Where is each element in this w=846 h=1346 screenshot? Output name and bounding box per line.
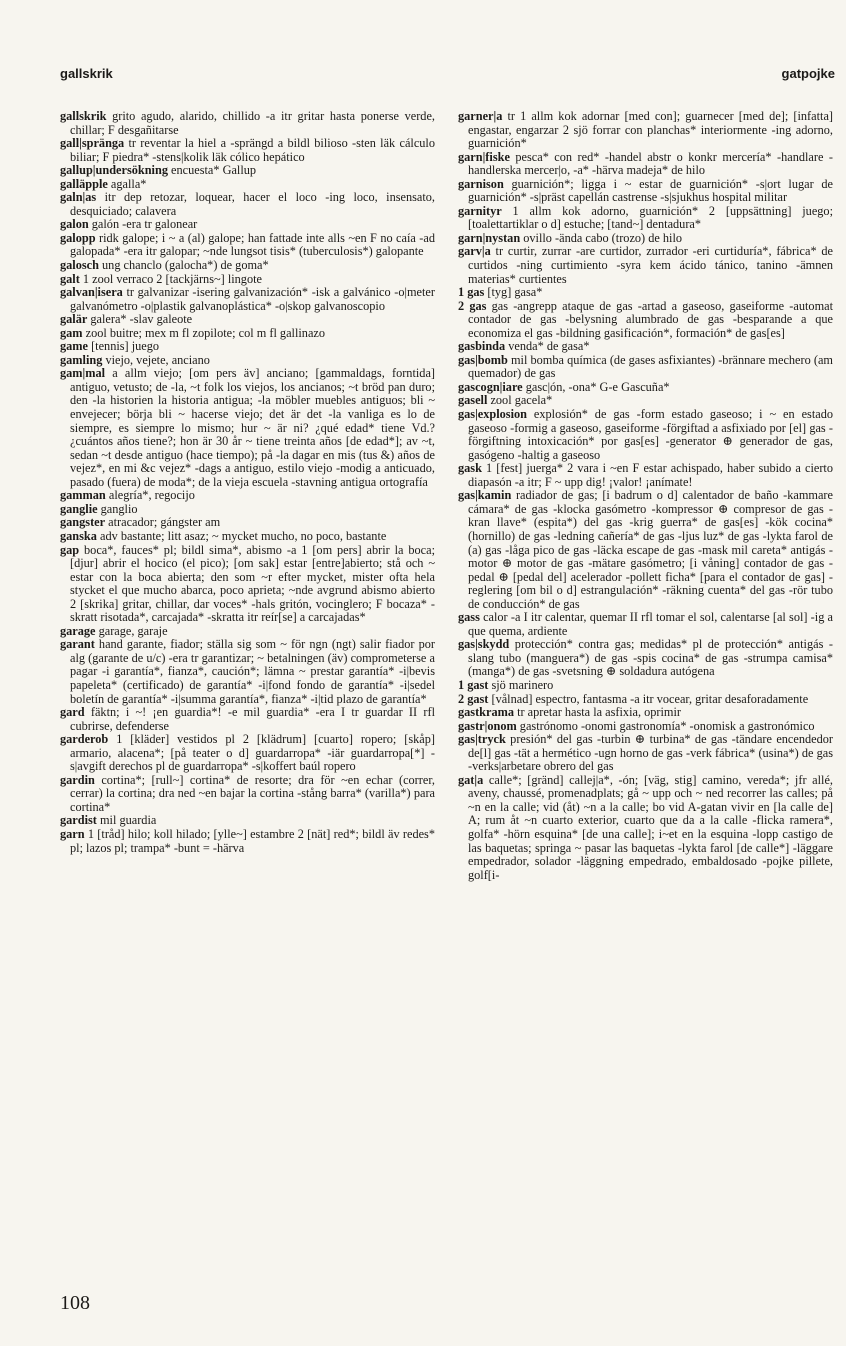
dictionary-entry: gat|a calle*; [gränd] callej|a*, -ón; [väg, stig] camino, vereda*; jfr allé, aveny, chaussé, promenadplats; gå ~ upp och ~ ned recorrer las calles; på ~n en la calle; vid (åt) ~n a la calle; bo vid A-gatan vivir en [la calle de] A; rum åt ~n cuarto exterior, cuarto que da a la calle -flicka ramera*, golfa* -hörn esquina* [de una calle]; i~et en la esquina -lopp castigo de las baquetas; springa ~ pasar las baquetas -lykta farol [de calle*] -läggare empedrador, solador -läggning empedrado, embaldosado -pojke pillete, golf[i- (458, 772, 833, 882)
dictionary-entry: gap boca*, fauces* pl; bildl sima*, abismo -a 1 [om pers] abrir la boca; [djur] abrir el hocico (el pico); [om sak] estar [entre]abierto; stå och ~ estar con la boca abierta; den som ~r efter mycket, mister ofta hela stycket el que mucho abarca, poco aprieta; ~nde avgrund abismo abierto 2 [skrika] gritar, chillar, dar voces* -hals gritón, vocinglero; F bocaza* -skratt risotada*, carcajada* -skratta itr reír[se] a carcajadas* (60, 542, 435, 625)
dictionary-entry: gas|explosion explosión* de gas -form estado gaseoso; i ~ en estado gaseoso -formig a gaseoso, gaseiforme -förgiftad a asfixiado por [el] gas -förgiftning intoxicación* por gas[es] -generator ⊕ generador de gas, gasógeno -haltig a gaseoso (458, 407, 833, 462)
dictionary-entry: game [tennis] juego (60, 339, 160, 354)
dictionary-entry: gastkrama tr apretar hasta la asfixia, oprimir (458, 705, 681, 720)
dictionary-entry: 1 gast sjö marinero (458, 677, 554, 692)
right-column (458, 110, 833, 1280)
dictionary-entry: galt 1 zool verraco 2 [tackjärns~] lingote (60, 271, 262, 286)
dictionary-entry: galosch ung chanclo (galocha*) de goma* (60, 258, 269, 273)
dictionary-entry: garant hand garante, fiador; ställa sig som ~ för ngn (ngt) salir fiador por alg (garante de u/c) -era tr garantizar; ~ betalningen (äv) comprometerse a pagar -i garantía*, fianza*, caución*; lämna ~ prestar garantía* -i|bevis papeleta* (certificado) de garantía* -i|fond fondo de garantía* -i|sedel boletín de garantía* -i|summa garantía*, fianza* -i|tid plazo de garantía* (60, 637, 435, 706)
dictionary-entry: gasell zool gacela* (458, 393, 553, 408)
dictionary-entry: gas|tryck presión* del gas -turbin ⊕ turbina* de gas -tändare encendedor de[l] gas -tät a hermético -ugn horno de gas -verk fábrica* (usina*) de gas -verks|arbetare obrero del gas (458, 732, 833, 774)
dictionary-entry: gamling viejo, vejete, anciano (60, 352, 210, 367)
dictionary-entry: garn|nystan ovillo -ända cabo (trozo) de hilo (458, 230, 683, 245)
dictionary-entry: galvan|isera tr galvanizar -isering galvanización* -isk a galvánico -o|meter galvanómetro -o|plastik galvanoplástica* -o|skop galvanoscopio (60, 285, 435, 313)
dictionary-entry: gamman alegría*, regocijo (60, 488, 195, 503)
dictionary-entry: gard fäktn; i ~! ¡en guardia*! -e mil guardia* -era I tr guardar II rfl cubrirse, defenderse (60, 705, 435, 733)
dictionary-entry: gardist mil guardia (60, 813, 157, 828)
dictionary-entry: garage garage, garaje (60, 623, 168, 638)
dictionary-entry: gangster atracador; gángster am (60, 515, 221, 530)
dictionary-entry: gardin cortina*; [rull~] cortina* de resorte; dra för ~en echar (correr, cerrar) la cortina; dra ned ~en bajar la cortina -stång barra* (varilla*) para cortina* (60, 772, 435, 814)
dictionary-entry: 2 gas gas -angrepp ataque de gas -artad a gaseoso, gaseiforme -automat contador de gas -belysning alumbrado de gas -besparande a que economiza el gas -bildning gasificación*, formación* de gas[es] (458, 298, 833, 340)
right-guide-word: gatpojke (781, 66, 835, 81)
dictionary-entry: gas|skydd protección* contra gas; medidas* pl de protección* antigás -slang tubo (manguera*) de gas -spis cocina* de gas -strumpa camisa* (manga*) de gas -svetsning ⊕ soldadura autógena (458, 637, 833, 679)
page-number: 108 (60, 1292, 90, 1314)
dictionary-entry: garnison guarnición*; ligga i ~ estar de guarnición* -s|ort lugar de guarnición* -s|präst capellán castrense -s|sjukhus hospital militar (458, 176, 833, 205)
dictionary-entry: garn|fiske pesca* con red* -handel abstr o konkr mercería* -handlare -handlerska mercer|o, -a* -härva madeja* de hilo (458, 149, 833, 178)
dictionary-entry: galon galón -era tr galonear (60, 217, 198, 232)
dictionary-entry: galär galera* -slav galeote (60, 312, 193, 327)
dictionary-entry: gass calor -a I itr calentar, quemar II rfl tomar el sol, calentarse [al sol] -ig a que quema, ardiente (458, 610, 833, 638)
dictionary-entry: gasbinda venda* de gasa* (458, 339, 590, 354)
dictionary-entry: gallskrik grito agudo, alarido, chillido -a itr gritar hasta ponerse verde, chillar; F desgañitarse (60, 110, 435, 137)
left-guide-word: gallskrik (60, 66, 113, 81)
dictionary-entry: galläpple agalla* (60, 176, 147, 191)
dictionary-entry: 2 gast [vålnad] espectro, fantasma -a itr vocear, gritar desaforadamente (458, 691, 809, 706)
dictionary-entry: gam|mal a allm viejo; [om pers äv] anciano; [gammaldags, forntida] antiguo, vetusto; de -la, ~t folk los viejos, los ancianos; ~t bröd pan duro; den -la historien la historia antigua; -la möbler muebles antiguos; bli ~ envejecer; börja bli ~ hacerse viejo; det är det -la vanliga es lo de siempre, es siempre lo mismo; hur ~ är ni? ¿qué edad* tiene Vd.? ¿cuántos años tiene?; hon är 30 år ~ tiene treinta años [de edad*]; av ~t, sedan ~t desde antiguo (hace tiempo); på -la dagar en mis (tus &) años de vejez*, en mi &c vejez* -dags a antiguo, estilo viejo -modig a anticuado, pasado (fuera) de moda*; de la vieja escuela -stavning antigua ortografía (60, 366, 435, 489)
dictionary-entry: gas|bomb mil bomba química (de gases asfixiantes) -brännare mechero (am quemador) de gas (458, 352, 833, 381)
running-header (60, 66, 835, 86)
dictionary-entry: gascogn|iare gasc|ón, -ona* G-e Gascuña* (458, 379, 670, 394)
dictionary-entry: gall|spränga tr reventar la hiel a -sprängd a bildl bilioso -sten läk cálculo biliar; F piedra* -stens|kolik läk cólico hepático (60, 136, 435, 164)
dictionary-entry: 1 gas [tyg] gasa* (458, 285, 543, 300)
dictionary-entry: ganglie ganglio (60, 501, 138, 516)
left-column (60, 110, 435, 1280)
dictionary-entry: gastr|onom gastrónomo -onomi gastronomía* -onomisk a gastronómico (458, 718, 815, 733)
dictionary-entry: gas|kamin radiador de gas; [i badrum o d] calentador de baño -kammare cámara* de gas -klocka gasómetro -kompressor ⊕ compresor de gas -kran llave* (espita*) del gas -krig guerra* de gas[es] -kök cocina* (hornillo) de gas -ledning cañería* de gas -ljus luz* de gas -lykta farol de (a) gas -låga pico de gas -läcka escape de gas -mask mil careta* antigás -motor ⊕ motor de gas -mätare gasómetro; [i våning] contador de gas -pedal ⊕ [pedal del] acelerador -pollett ficha* [para el contador de gas] -reglering [om bil o d] estrangulación* -räkning cuenta* del gas -rör tubo de conducción* de gas (458, 488, 833, 611)
dictionary-entry: ganska adv bastante; litt asaz; ~ mycket mucho, no poco, bastante (60, 528, 387, 543)
dictionary-entry: gam zool buitre; mex m fl zopilote; col m fl gallinazo (60, 325, 326, 340)
dictionary-entry: garn 1 [tråd] hilo; koll hilado; [ylle~] estambre 2 [nät] red*; bildl äv redes* pl; lazos pl; trampa* -bunt = -härva (60, 826, 435, 855)
dictionary-entry: gask 1 [fest] juerga* 2 vara i ~en F estar achispado, haber subido a cierto diapasón -a itr; F ~ upp dig! ¡valor! ¡anímate! (458, 461, 833, 489)
dictionary-entry: garner|a tr 1 allm kok adornar [med con]; guarnecer [med de]; [infatta] engastar, engarzar 2 sjö forrar con planchas* interiormente -ing adorno, guarnición* (458, 110, 833, 151)
dictionary-entry: garnityr 1 allm kok adorno, guarnición* 2 [uppsättning] juego; [toalettartiklar o d] estuche; [tand~] dentadura* (458, 203, 833, 232)
dictionary-entry: garv|a tr curtir, zurrar -are curtidor, zurrador -eri curtiduría*, fábrica* de curtidos -ning curtimiento -syra kem ácido tánico, tanino -ämnen materias* curtientes (458, 244, 833, 286)
dictionary-entry: gallup|undersökning encuesta* Gallup (60, 163, 257, 178)
dictionary-entry: garderob 1 [kläder] vestidos pl 2 [klädrum] [cuarto] ropero; [skåp] armario, alacena*; [på teater o d] guardarropa* -iär guardarropa[*] -s|avgift derechos pl de guardarropa* -s|koffert baúl ropero (60, 732, 435, 774)
dictionary-entry: galn|as itr dep retozar, loquear, hacer el loco -ing loco, insensato, desquiciado; calavera (60, 190, 435, 218)
dictionary-entry: galopp ridk galope; i ~ a (al) galope; han fattade inte alls ~en F no caía -ad galopada* -era itr galopar; ~nde lungsot tisis* (tuberculosis*) galopante (60, 230, 435, 259)
